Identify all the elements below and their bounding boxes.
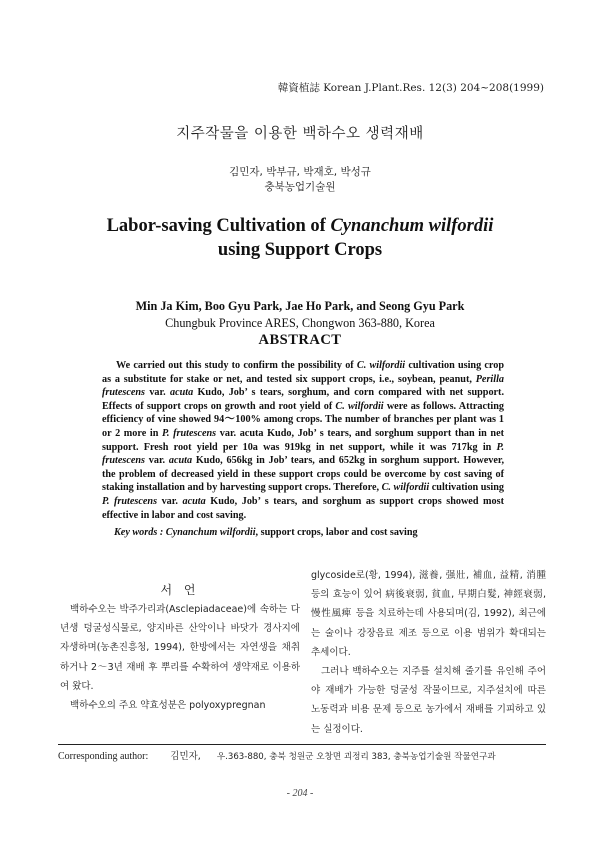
body-left-column	[60, 600, 300, 715]
footnote-divider	[58, 744, 546, 745]
abstract-text-run: Kudo, 656kg in Job’ tears, and 652kg in sorghum support. However, the problem of decreased yield in these support crops could be overcome by cost saving of staking installation and by harvesting support crops. Therefore,	[102, 455, 504, 494]
abstract-text-run: cultivation using crop as a substitute for stake or net, and tested six support crops, i.e., soybean, peanut,	[102, 360, 504, 385]
title-prefix: Labor-saving Cultivation of	[106, 216, 331, 236]
footnote-address: 우.363-880, 충북 청원군 오창면 괴정리 383, 충북농업기술원 작물연구과	[216, 752, 496, 762]
journal-reference: 韓資植誌 Korean J.Plant.Res. 12(3) 204~208(1999)	[277, 82, 544, 94]
abstract-text-run: were as follows. Attracting efficiency of vine showed 94～100% among crops. The number of branches per plant was 1 or 2 more in	[102, 400, 504, 439]
species-name: C. wilfordii	[335, 400, 384, 412]
species-name: acuta	[169, 387, 194, 399]
keywords-label: Key words :	[114, 527, 166, 538]
species-name: C. wilfordii	[381, 482, 430, 494]
abstract-text	[102, 359, 504, 522]
korean-title: 지주작물을 이용한 백하수오 생력재배	[176, 126, 424, 142]
abstract-text-run: Kudo, Job’ s tears, and sorghum as support crops showed most effective in labor and cost saving.	[102, 495, 504, 521]
english-title	[0, 214, 600, 262]
species-name: C. wilfordii	[356, 360, 406, 371]
english-affiliation: Chungbuk Province ARES, Chongwon 363-880, Korea	[165, 316, 435, 330]
paragraph: 백하수오는 박주가리과(Asclepiadaceae)에 속하는 다년생 덩굴성식물로, 양지바른 산악이나 바닷가 경사지에 자생하며(농촌진흥청, 1994), 한방에서는 자연생을 채취하거나 2～3년 재배 후 뿌리를 수확하여 생약재로 이용하여 왔다.	[60, 604, 300, 692]
paragraph: 그러나 백하수오는 지주를 설치해 줄기를 유인해 주어야 재배가 가능한 덩굴성 작물이므로, 지주설치에 따른 노동력과 비용 문제 등으로 농가에서 재배를 기피하고 있는 실정이다.	[311, 666, 546, 735]
species-name: acuta	[168, 455, 193, 467]
species-name: acuta	[182, 495, 206, 507]
keywords	[114, 527, 534, 538]
keywords-species: Cynanchum wilfordii	[165, 527, 256, 538]
corresponding-author-footnote	[58, 748, 546, 762]
abstract-text-run: var.	[145, 387, 170, 399]
paragraph: glycoside로(황, 1994), 滋養, 强壯, 補血, 益精, 消腫 등의 효능이 있어 病後衰弱, 貧血, 早期白髮, 神經衰弱, 慢性風痺 등을 치료하는데 사용되며(김, 1992), 최근에는 술이나 강장음료 제조 등으로 이용 범위가 확대되는 추세이다.	[311, 570, 546, 658]
korean-authors: 김민자, 박부규, 박재호, 박성규	[229, 166, 371, 178]
footnote-author: 김민자,	[170, 751, 201, 762]
species-name: P. frutescens	[102, 495, 158, 507]
species-name: P. frutescens	[162, 427, 217, 439]
abstract-text-run: var. acuta Kudo, Job’ s tears, and sorghum support than in net support. Fresh root yield per 10a was 919kg in net support, while it was 717kg in	[102, 427, 505, 453]
english-authors: Min Ja Kim, Boo Gyu Park, Jae Ho Park, and Seong Gyu Park	[135, 299, 465, 313]
species-name: Perilla frutescens	[102, 373, 504, 399]
keywords-rest: , support crops, labor and cost saving	[255, 527, 418, 538]
abstract-text-run: cultivation using	[429, 482, 504, 494]
abstract-text-run: Kudo, Job’ s tears, sorghum, and corn compared with net support. Effects of support crops on growth and root yield of	[102, 387, 504, 412]
body-right-column	[311, 566, 546, 739]
footnote-label: Corresponding author:	[58, 751, 149, 762]
title-line2: using Support Crops	[217, 240, 383, 260]
abstract-text-run: var.	[145, 455, 169, 467]
title-species: Cynanchum wilfordii	[330, 216, 494, 236]
korean-affiliation: 충북농업기술원	[264, 181, 336, 193]
page-number: - 204 -	[286, 788, 314, 799]
species-name: P. frutescens	[102, 441, 504, 467]
abstract-heading: ABSTRACT	[258, 332, 342, 348]
abstract-text-run: var.	[157, 495, 183, 507]
abstract-text-run: We carried out this study to confirm the possibility of	[116, 360, 357, 371]
section-heading-introduction: 서 언	[160, 583, 200, 597]
paragraph: 백하수오의 주요 약효성분은 polyoxypregnan	[70, 700, 266, 712]
